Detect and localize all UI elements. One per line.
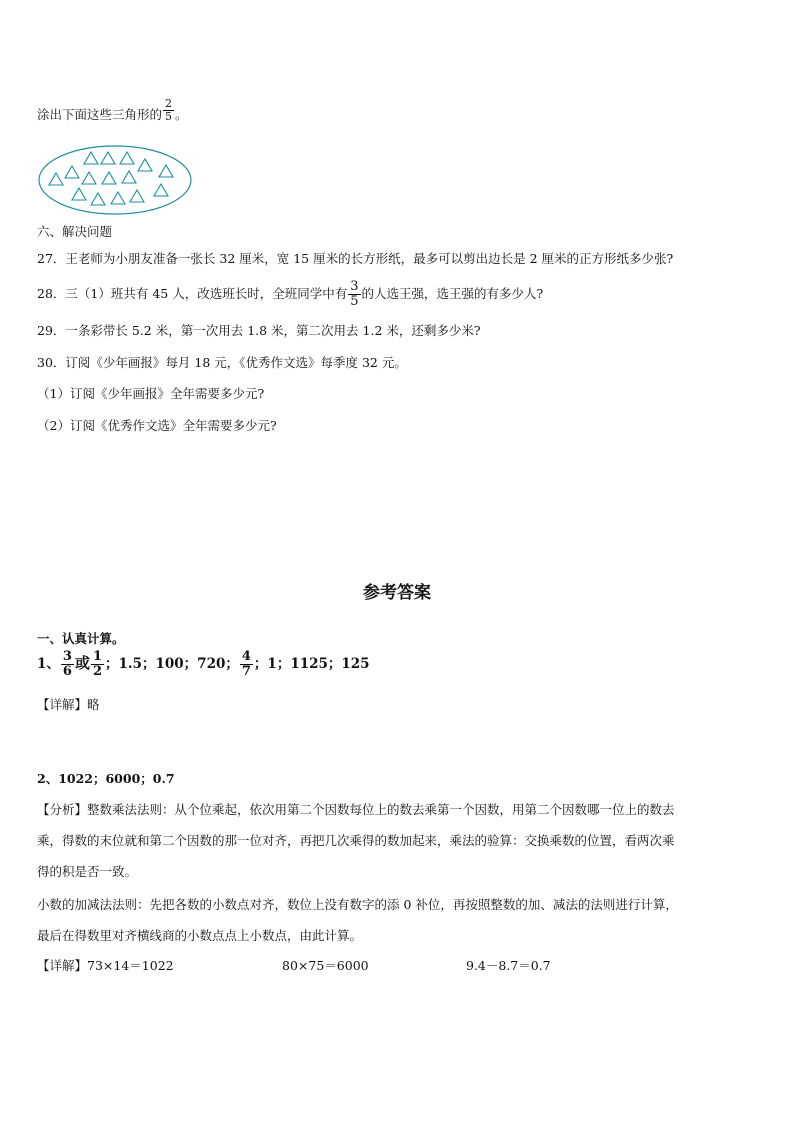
triangle-shape	[82, 172, 96, 184]
triangle-shape	[72, 188, 86, 200]
answer-2-calc-3: 9.4－8.7＝0.7	[466, 958, 551, 973]
shade-triangles-question: 涂出下面这些三角形的 $\frac{2}{5}$ 。	[37, 97, 188, 123]
answers-title: 参考答案	[363, 583, 431, 603]
triangle-shape	[154, 184, 168, 196]
question-30: 30．订阅《少年画报》每月 18 元，《优秀作文选》每季度 32 元。	[37, 355, 407, 370]
answer-1: 1、 $\frac{3}{6}$ 或 $\frac{1}{2}$ ；1.5；100；720； $\frac{4}{7}$ ；1；1125；125	[37, 649, 370, 679]
answer-2-calc-2: 80×75＝6000	[282, 958, 369, 973]
fraction-three-sixths: $\frac{3}{6}$	[62, 649, 72, 679]
answer-2: 2、1022；6000；0.7	[37, 771, 175, 786]
fraction-one-half: $\frac{1}{2}$	[92, 649, 103, 679]
triangles-figure	[37, 140, 197, 220]
question-28: 28．三（1）班共有 45 人，改选班长时，全班同学中有 $\frac{3}{5}$ 的人选王强，选王强的有多少人?	[37, 279, 544, 309]
triangle-shape	[111, 192, 125, 204]
answer-2-detail: 【详解】73×14＝1022	[37, 958, 174, 973]
answer-2-analysis-line-3: 得的积是否一致。	[37, 864, 138, 879]
section-heading: 六、解决问题	[37, 224, 113, 239]
answer-2-decimal-line-1: 小数的加减法法则：先把各数的小数点对齐，数位上没有数字的添 0 补位，再按照整数的加、减法的法则进行计算，	[37, 897, 678, 912]
triangle-shape	[138, 159, 152, 171]
answer-2-decimal-line-2: 最后在得数里对齐横线商的小数点点上小数点，由此计算。	[37, 928, 363, 943]
triangle-shape	[84, 152, 98, 164]
answer-1-detail: 【详解】略	[37, 697, 100, 712]
triangle-shape	[101, 152, 115, 164]
triangle-shape	[122, 171, 136, 183]
fraction-four-sevenths: $\frac{4}{7}$	[241, 649, 251, 679]
question-29: 29．一条彩带长 5.2 米，第一次用去 1.8 米，第二次用去 1.2 米，还剩多少米?	[37, 323, 481, 338]
answer-2-analysis-line-2: 乘，得数的末位就和第二个因数的那一位对齐，再把几次乘得的数加起来，乘法的验算：交换乘数的位置，看两次乘	[37, 833, 675, 848]
triangle-shape	[49, 173, 63, 185]
triangle-shape	[91, 193, 105, 205]
triangle-shape	[120, 152, 134, 164]
question-27: 27．王老师为小朋友准备一张长 32 厘米，宽 15 厘米的长方形纸，最多可以剪出边长是 2 厘米的正方形纸多少张?	[37, 251, 674, 266]
question-30-part-2: （2）订阅《优秀作文选》全年需要多少元?	[37, 418, 277, 433]
triangle-shape	[102, 172, 116, 184]
fraction-two-fifths: $\frac{2}{5}$	[165, 97, 173, 123]
answers-section-heading: 一、认真计算。	[37, 631, 125, 646]
answer-2-analysis-line-1: 【分析】整数乘法法则：从个位乘起，依次用第二个因数每位上的数去乘第一个因数，用第二个因数哪一位上的数去	[37, 802, 675, 817]
fraction-three-fifths: $\frac{3}{5}$	[350, 279, 359, 309]
question-30-part-1: （1）订阅《少年画报》全年需要多少元?	[37, 386, 265, 401]
triangle-shape	[130, 190, 144, 202]
triangle-shape	[65, 166, 79, 178]
triangle-shape	[159, 165, 173, 177]
